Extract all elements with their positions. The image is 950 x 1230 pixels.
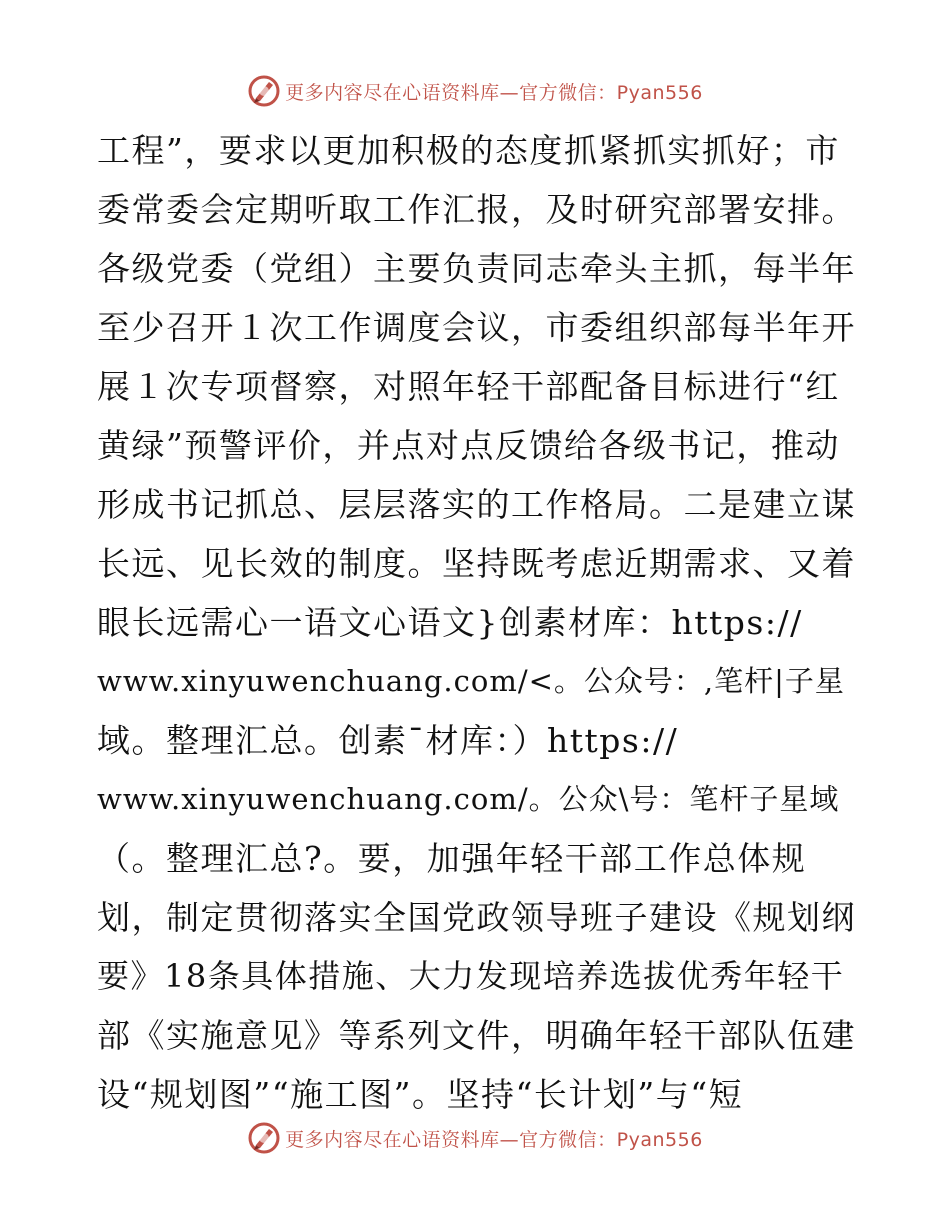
pen-seal-logo-icon: [247, 1121, 281, 1155]
body-line: 展１次专项督察，对照年轻干部配备目标进行“红: [97, 367, 840, 406]
body-line: 长远、见长效的制度。坚持既考虑近期需求、又着: [97, 544, 856, 583]
body-line: 各级党委（党组）主要负责同志牵头主抓，每半年: [97, 249, 856, 288]
body-line: 域。整理汇总。创素¯材库：）https://: [97, 721, 679, 760]
body-line: 划，制定贯彻落实全国党政领导班子建设《规划纲: [97, 898, 856, 937]
body-line: 黄绿”预警评价，并点对点反馈给各级书记，推动: [97, 426, 840, 465]
body-line: （。整理汇总?。要，加强年轻干部工作总体规: [97, 839, 807, 878]
header-banner-text: 更多内容尽在心语资料库—官方微信：Pyan556: [285, 81, 703, 104]
body-line: 设“规划图”“施工图”。坚持“长计划”与“短: [97, 1075, 744, 1114]
body-line: www.xinyuwenchuang.com/。公众\号：笔杆子星域: [97, 782, 840, 816]
body-line: 要》18条具体措施、大力发现培养选拔优秀年轻干: [97, 957, 845, 995]
body-line: 眼长远需心一语文心语文}创素材库：https://: [97, 603, 803, 642]
body-line: 部《实施意见》等系列文件，明确年轻干部队伍建: [97, 1016, 856, 1055]
header-banner: [0, 71, 950, 111]
document-body: [97, 121, 857, 1124]
body-line: 工程”，要求以更加积极的态度抓紧抓实抓好；市: [97, 131, 840, 170]
body-line: www.xinyuwenchuang.com/<。公众号：,笔杆|子星: [97, 664, 845, 698]
footer-banner-text: 更多内容尽在心语资料库—官方微信：Pyan556: [285, 1128, 703, 1151]
body-line: 形成书记抓总、层层落实的工作格局。二是建立谋: [97, 485, 856, 524]
pen-seal-logo-icon: [247, 74, 281, 108]
body-line: 委常委会定期听取工作汇报，及时研究部署安排。: [97, 190, 856, 229]
footer-banner: [0, 1118, 950, 1158]
body-line: 至少召开１次工作调度会议，市委组织部每半年开: [97, 308, 856, 347]
